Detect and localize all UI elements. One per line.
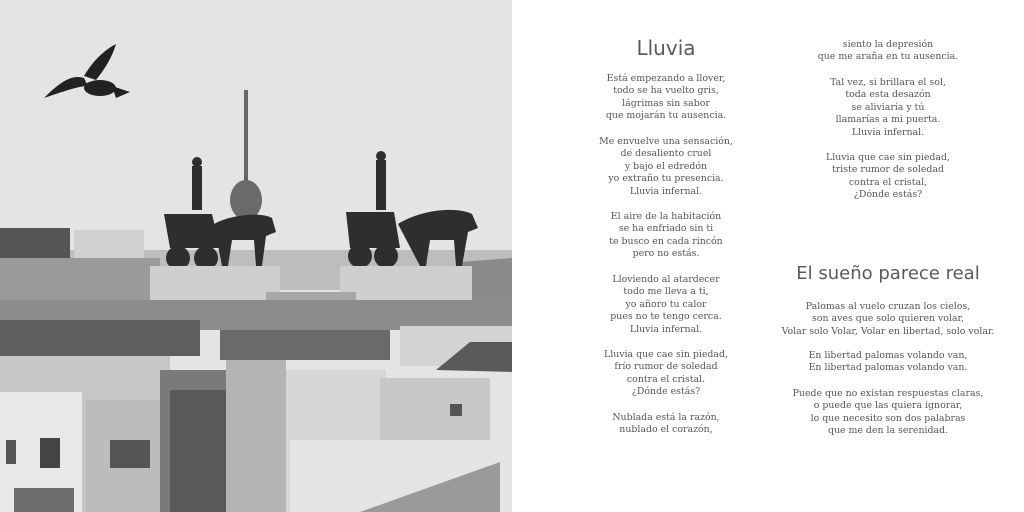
verse-line: lágrimas sin sabor [622,97,710,109]
verse-line: El aire de la habitación [610,211,722,222]
stanza [748,301,1024,338]
verse-line: siento la depresión [842,39,934,50]
poem-page [512,0,1024,512]
verse-line: pero no estás. [632,248,700,260]
verse-line: Está empezando a llover, [606,73,726,84]
verse-line: toda esta desazón [845,89,931,101]
verse-line: de desaliento cruel [620,148,712,160]
stanza [768,152,1008,202]
verse-line: se ha enfriado sin ti [618,223,714,235]
verse-line: o puede que las quiera ignorar, [813,400,963,412]
verse-line: Lluvia infernal. [629,185,703,197]
verse-line: todo me lleva a ti, [623,286,709,298]
verse-line: lo que necesito son dos palabras [810,412,966,424]
verse-line: ¿Dónde estás? [631,386,701,398]
verse-line: y bajo el edredón [624,160,708,172]
stanza [768,77,1008,139]
verse-line: que me araña en tu ausencia. [817,51,959,63]
verse-line: te busco en cada rincón [609,235,723,247]
verse-line: En libertad palomas volando van, [808,350,968,361]
verse-line: contra el cristal, [848,176,928,188]
stanza [768,39,1008,64]
verse-line: yo añoro tu calor [625,298,707,310]
stanza [546,73,786,123]
verse-line: todo se ha vuelto gris, [613,85,719,97]
verse-line: Me envuelve una sensación, [599,136,733,147]
verse-line: Lloviendo al atardecer [612,274,720,285]
verse-line: nublado el corazón, [619,424,713,436]
verse-line: Puede que no existan respuestas claras, [792,388,984,399]
verse-line: Lluvia infernal. [851,126,925,138]
verse-line: yo extraño tu presencia. [608,173,724,185]
verse-line: En libertad palomas volando van. [808,362,968,374]
verse-line: Lluvia infernal. [629,323,703,335]
verse-line: son aves que solo quieren volar, [812,313,964,325]
verse-line: frío rumor de soledad [614,361,718,373]
stanza [748,350,1024,375]
verse-line: Lluvia que cae sin piedad, [603,349,728,360]
verse-line: Palomas al vuelo cruzan los cielos, [805,301,971,312]
verse-line: triste rumor de soledad [832,164,944,176]
stanza [748,388,1024,438]
verse-line: se aliviaría y tú [851,101,925,113]
poem-title-lluvia: Lluvia [636,36,696,60]
verse-line: que me den la serenidad. [827,425,949,437]
verse-line: Volar solo Volar, Volar en libertad, solo volar. [781,325,995,337]
verse-line: que mojarán tu ausencia. [605,110,727,122]
verse-line: llamarías a mi puerta. [835,114,941,126]
verse-line: contra el cristal. [626,373,706,385]
stanza [546,211,786,261]
verse-line: ¿Dónde estás? [853,189,923,201]
verse-line: Nublada está la razón, [612,412,720,423]
verse-line: Lluvia que cae sin piedad, [825,152,950,163]
verse-line: pues no te tengo cerca. [610,311,722,323]
stanza [546,136,786,198]
verse-line: Tal vez, si brillara el sol, [830,77,946,88]
poem-title-el-sueno: El sueño parece real [796,263,980,284]
